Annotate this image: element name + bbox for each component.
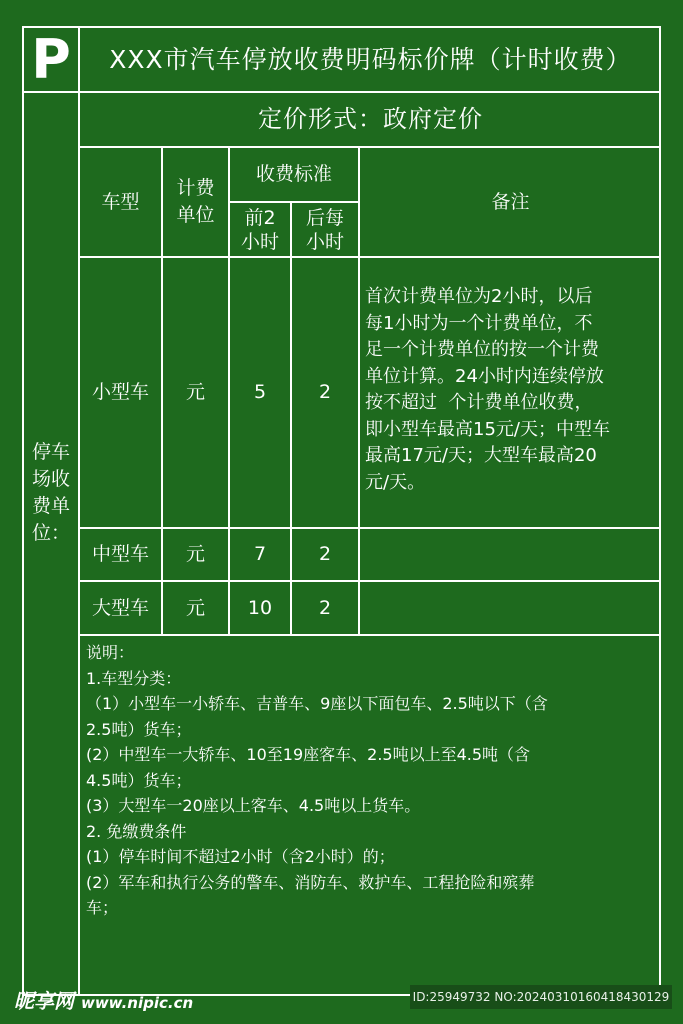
row-medium-first: 7 (253, 543, 267, 565)
side-label-line: 位： (31, 522, 70, 544)
remark-line: 首次计费单位为2小时，以后 (365, 286, 593, 307)
remark-line: 元/天。 (365, 471, 426, 493)
row-medium-after: 2 (318, 543, 332, 565)
row-small-after: 2 (318, 381, 332, 403)
notes-line: 车； (86, 898, 119, 917)
side-label (24, 93, 78, 893)
notes-line: 说明： (86, 643, 135, 662)
row-small-type: 小型车 (91, 381, 149, 403)
header-line: 小时 (305, 230, 344, 253)
parking-p-icon: P (31, 28, 71, 91)
remark-line: 足一个计费单位的按一个计费 (365, 339, 599, 360)
header-line: 计费 (176, 177, 215, 199)
header-line: 后每 (305, 206, 344, 229)
header-each-after (292, 203, 358, 256)
notes-line: 4.5吨）货车； (86, 770, 192, 790)
remark-line: 即小型车最高15元/天；中型车 (365, 418, 610, 440)
row-large-unit: 元 (185, 596, 205, 619)
notes-line: （1）小型车一小轿车、吉普车、9座以下面包车、2.5吨以下（含 (86, 694, 548, 713)
header-line: 前2 (244, 206, 276, 229)
watermark-brand: 昵享网 (14, 989, 74, 1013)
header-fee-standard: 收费标准 (255, 163, 332, 185)
row-large-type: 大型车 (91, 596, 149, 619)
header-first-2h (230, 203, 290, 256)
notes-line: 2.5吨）货车； (86, 719, 192, 739)
notes-line: 2. 免缴费条件 (86, 821, 187, 841)
header-vehicle-type: 车型 (101, 190, 140, 213)
divider (78, 634, 661, 636)
sign-title: XXX市汽车停放收费明码标价牌（计时收费） (109, 45, 632, 74)
row-large-after: 2 (318, 596, 332, 619)
row-small-first: 5 (253, 381, 267, 403)
notes-section (86, 640, 660, 921)
notes-line: (3）大型车一20座以上客车、4.5吨以上货车。 (86, 796, 421, 815)
side-label-line: 费单 (31, 495, 70, 517)
notes-line: (1）停车时间不超过2小时（含2小时）的； (86, 847, 395, 866)
remark-line: 最高17元/天；大型车最高20 (365, 445, 597, 466)
remark-line: 每1小时为一个计费单位，不 (365, 312, 593, 334)
row-medium-type: 中型车 (91, 543, 149, 565)
notes-line: (2）军车和执行公务的警车、消防车、救护车、工程抢险和殡葬 (86, 872, 535, 892)
remark-text (365, 284, 661, 496)
watermark-id: ID:25949732 NO:20240310160418430129 (410, 985, 672, 1009)
pricing-form: 定价形式：政府定价 (258, 105, 483, 133)
row-small-unit: 元 (185, 381, 205, 403)
notes-line: 1.车型分类： (86, 668, 182, 688)
watermark-url: www.nipic.cn (80, 994, 194, 1012)
notes-line: (2）中型车一大轿车、10至19座客车、2.5吨以上至4.5吨（含 (86, 745, 531, 764)
remark-line: 单位计算。24小时内连续停放 (365, 365, 604, 387)
side-label-line: 停车 (31, 441, 70, 463)
header-billing-unit (163, 148, 228, 256)
row-large-first: 10 (247, 596, 273, 619)
header-line: 小时 (240, 230, 279, 253)
row-medium-unit: 元 (185, 543, 205, 565)
header-line: 单位 (176, 204, 215, 226)
remark-line: 按不超过 个计费单位收费， (365, 392, 593, 413)
watermark-logo (14, 985, 193, 1014)
side-label-line: 场收 (31, 468, 70, 490)
header-remarks: 备注 (491, 190, 530, 213)
